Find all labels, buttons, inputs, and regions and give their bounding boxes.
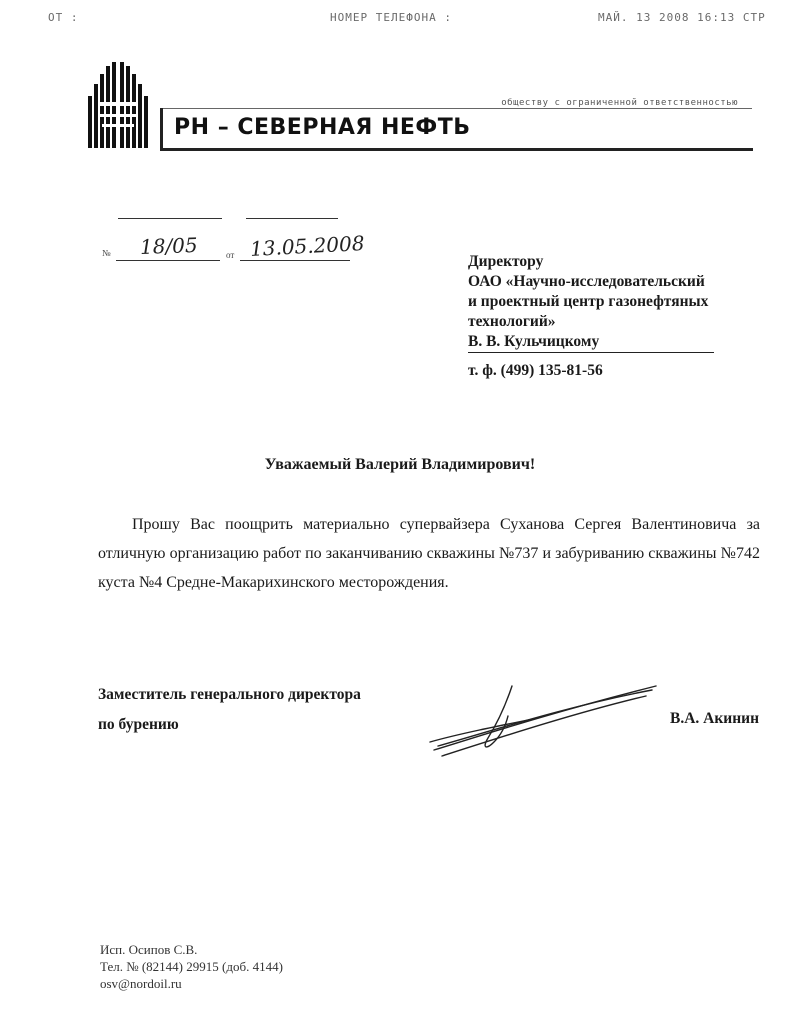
company-subtitle: обществу с ограниченной ответственностью — [501, 98, 738, 108]
company-logo — [86, 62, 152, 159]
recipient-name: В. В. Кульчицкому — [468, 332, 714, 353]
blank-line-1 — [118, 218, 222, 219]
signer-position — [98, 680, 361, 740]
company-header — [160, 94, 752, 152]
footer-contact — [100, 941, 283, 992]
letter-body — [98, 510, 760, 597]
recipient-line: и проектный центр газонефтяных — [468, 293, 709, 310]
company-name: РН – СЕВЕРНАЯ НЕФТЬ — [174, 115, 471, 140]
outgoing-date: 13.05.2008 — [249, 231, 366, 261]
recipient-line: Директору — [468, 253, 544, 270]
footer-email: osv@nordoil.ru — [100, 976, 182, 991]
fax-from: OT : — [48, 11, 79, 24]
fax-phone-label: НОМЕР ТЕЛЕФОНА : — [330, 11, 452, 24]
signer-position-line2: по бурению — [98, 716, 179, 733]
footer-executor: Исп. Осипов С.В. — [100, 942, 198, 957]
letter-greeting: Уважаемый Валерий Владимирович! — [264, 456, 536, 473]
handwritten-signature — [428, 676, 660, 767]
recipient-line: технологий» — [468, 313, 556, 330]
outgoing-number: 18/05 — [139, 233, 199, 259]
outgoing-date-label: от — [226, 250, 235, 260]
signer-position-line1: Заместитель генерального директора — [98, 686, 361, 703]
blank-line-2 — [246, 218, 338, 219]
recipient-phone: т. ф. (499) 135-81-56 — [468, 362, 603, 379]
fax-timestamp: МАЙ. 13 2008 16:13 СТР — [598, 11, 766, 24]
outgoing-number-label: № — [102, 248, 111, 258]
outgoing-number-line — [116, 260, 220, 261]
signer-name: В.А. Акинин — [670, 710, 760, 727]
recipient-block — [468, 252, 768, 353]
recipient-line: ОАО «Научно-исследовательский — [468, 273, 705, 290]
footer-phone: Тел. № (82144) 29915 (доб. 4144) — [100, 959, 283, 974]
letter-body-paragraph: Прошу Вас поощрить материально супервайзера Суханова Сергея Валентиновича за отличную организацию работ по заканчиванию скважины №737 и забуриванию скважины №742 куста №4 Средне-Макарихинского месторождения. — [98, 516, 760, 591]
